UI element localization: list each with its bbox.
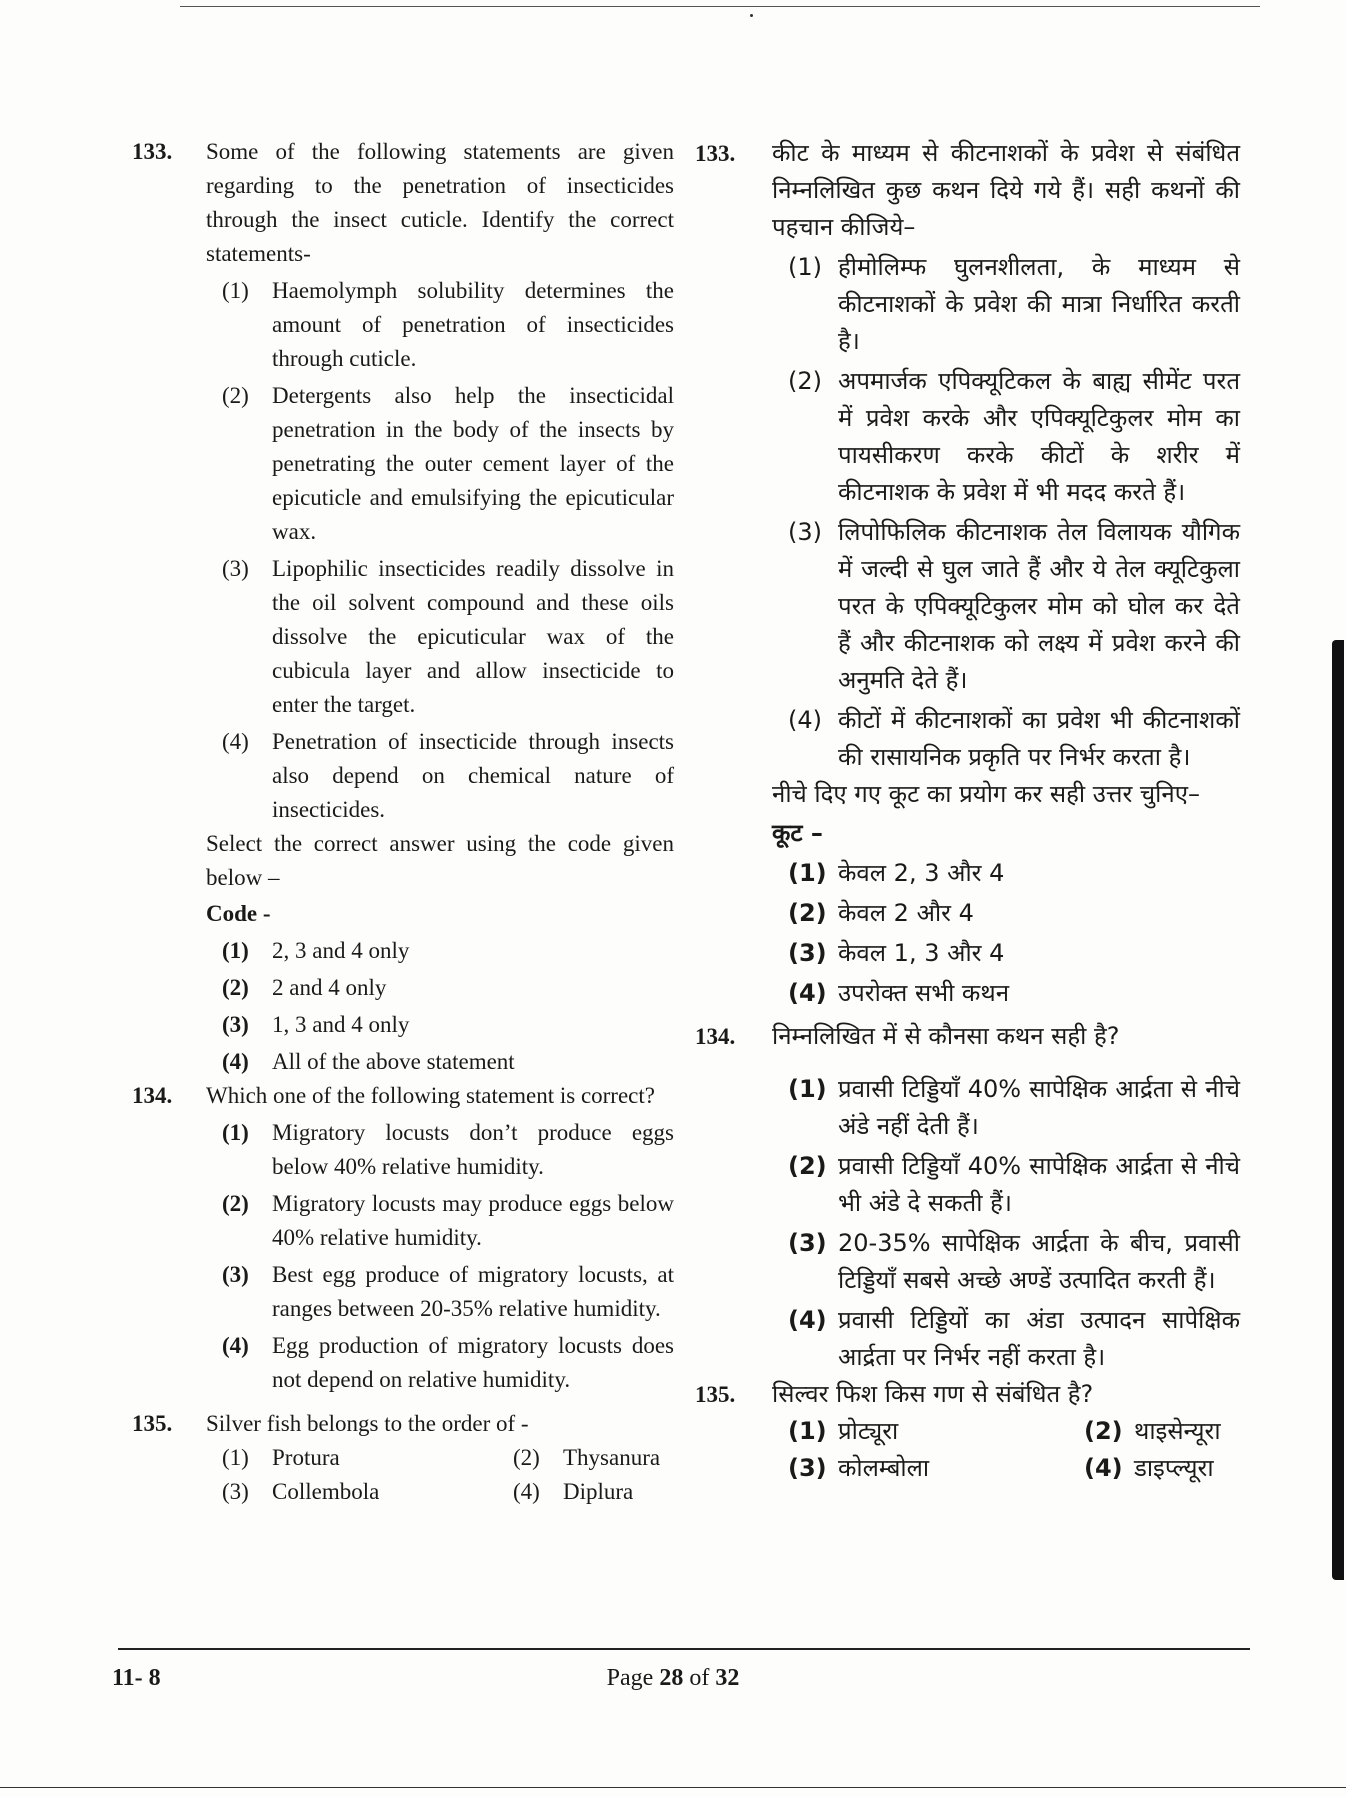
question-number: 134. — [132, 1083, 173, 1108]
option-text: Collembola — [272, 1479, 380, 1504]
option-number: (1) — [222, 1120, 249, 1145]
option-number: (2) — [788, 899, 827, 927]
option-4 — [772, 702, 1240, 776]
option-number: (2) — [222, 383, 249, 408]
option-text: 2, 3 and 4 only — [272, 938, 410, 963]
option-number: (2) — [1084, 1417, 1123, 1445]
option-number: (4) — [788, 979, 827, 1007]
option-number: (2) — [788, 367, 822, 395]
option-number: (1) — [222, 938, 249, 963]
page-number — [0, 1665, 1346, 1692]
option-number: (4) — [788, 1306, 827, 1334]
question-stem: सिल्वर फिश किस गण से संबंधित है? — [772, 1380, 1094, 1408]
option-number: (1) — [788, 1417, 827, 1445]
options-row — [206, 1475, 674, 1509]
top-rule — [180, 6, 1260, 7]
option-number: (3) — [788, 939, 827, 967]
code-option-3 — [772, 935, 1240, 972]
option-text: प्रवासी टिड्डियाँ 40% सापेक्षिक आर्द्रता से नीचे भी अंडे दे सकती हैं। — [838, 1152, 1240, 1217]
option-text: 20-35% सापेक्षिक आर्द्रता के बीच, प्रवासी टिड्डियाँ सबसे अच्छे अण्डें उत्पादित करती हैं। — [838, 1229, 1240, 1294]
option-number: (4) — [788, 706, 822, 734]
footer-rule — [118, 1648, 1250, 1650]
option-text: कोलम्बोला — [838, 1454, 930, 1482]
option-number: (4) — [222, 1333, 249, 1358]
option-3 — [206, 1475, 497, 1509]
option-text: Diplura — [563, 1479, 634, 1504]
code-option-1 — [206, 934, 674, 968]
english-column — [132, 135, 674, 1509]
option-text: थाइसेन्यूरा — [1134, 1417, 1221, 1445]
option-2 — [772, 1148, 1240, 1222]
question-stem: Silver fish belongs to the order of - — [206, 1411, 529, 1436]
option-1 — [206, 274, 674, 376]
option-text: लिपोफिलिक कीटनाशक तेल विलायक यौगिक में जल्दी से घुल जाते हैं और ये तेल क्यूटिकुला परत के एपिक्यूटिकुलर मोम को घोल कर देते हैं और कीटनाशक को लक्ष्य में प्रवेश करने की अनुमति देते हैं। — [838, 518, 1240, 694]
question-number: 134. — [695, 1024, 736, 1049]
question-135-en — [132, 1407, 674, 1509]
question-stem: Which one of the following statement is correct? — [206, 1083, 655, 1108]
option-2 — [206, 1187, 674, 1255]
option-text: Penetration of insecticide through insects also depend on chemical nature of insecticides. — [272, 729, 674, 822]
question-number: 135. — [132, 1411, 173, 1436]
option-text: All of the above statement — [272, 1049, 515, 1074]
option-2 — [1068, 1413, 1346, 1450]
option-text: Migratory locusts may produce eggs below 40% relative humidity. — [272, 1191, 674, 1250]
option-number: (3) — [222, 556, 249, 581]
option-number: (3) — [222, 1479, 249, 1504]
option-text: केवल 1, 3 और 4 — [838, 939, 1005, 967]
options-row — [772, 1450, 1240, 1487]
option-text: केवल 2 और 4 — [838, 899, 974, 927]
option-number: (2) — [513, 1445, 540, 1470]
code-option-4 — [206, 1045, 674, 1079]
option-number: (3) — [788, 1454, 827, 1482]
option-number: (1) — [788, 859, 827, 887]
question-134-hi — [695, 1018, 1240, 1376]
option-number: (3) — [788, 1229, 827, 1257]
code-option-2 — [772, 895, 1240, 932]
option-number: (4) — [1084, 1454, 1123, 1482]
question-134-en — [132, 1079, 674, 1397]
instruction-text: Select the correct answer using the code given below – — [206, 831, 674, 890]
option-text: प्रवासी टिड्डियाँ 40% सापेक्षिक आर्द्रता से नीचे अंडे नहीं देती हैं। — [838, 1075, 1240, 1140]
option-number: (2) — [222, 975, 249, 1000]
option-number: (3) — [222, 1262, 249, 1287]
page-prefix: Page — [606, 1665, 654, 1691]
option-number: (3) — [788, 518, 822, 546]
question-stem: निम्नलिखित में से कौनसा कथन सही है? — [772, 1022, 1120, 1050]
code-option-4 — [772, 975, 1240, 1012]
question-number: 133. — [132, 139, 173, 164]
option-1 — [206, 1441, 497, 1475]
option-3 — [206, 1258, 674, 1326]
option-1 — [772, 249, 1240, 360]
option-number: (1) — [788, 1075, 827, 1103]
option-text: Thysanura — [563, 1445, 661, 1470]
option-3 — [772, 1450, 1068, 1487]
option-text: Detergents also help the insecticidal penetration in the body of the insects by penetrating the outer cement layer of the epicuticle and emulsifying the epicuticular wax. — [272, 383, 674, 544]
code-option-1 — [772, 855, 1240, 892]
option-4 — [1068, 1450, 1346, 1487]
option-1 — [772, 1413, 1068, 1450]
option-text: Best egg produce of migratory locusts, at ranges between 20-35% relative humidity. — [272, 1262, 674, 1321]
option-text: Lipophilic insecticides readily dissolve in the oil solvent compound and these oils dissolve the epicuticular wax of the cubicula layer and allow insecticide to enter the target. — [272, 556, 674, 717]
option-text: उपरोक्त सभी कथन — [838, 979, 1010, 1007]
option-number: (4) — [222, 1049, 249, 1074]
option-number: (3) — [222, 1012, 249, 1037]
option-number: (1) — [222, 278, 249, 303]
code-option-2 — [206, 971, 674, 1005]
code-option-3 — [206, 1008, 674, 1042]
option-number: (4) — [513, 1479, 540, 1504]
options-row — [772, 1413, 1240, 1450]
option-3 — [772, 514, 1240, 699]
question-stem: कीट के माध्यम से कीटनाशकों के प्रवेश से संबंधित निम्नलिखित कुछ कथन दिये गये हैं। सही कथनों की पहचान कीजिये– — [772, 139, 1240, 241]
option-text: प्रवासी टिड्डियों का अंडा उत्पादन सापेक्षिक आर्द्रता पर निर्भर नहीं करता है। — [838, 1306, 1240, 1371]
option-number: (2) — [222, 1191, 249, 1216]
option-text: 2 and 4 only — [272, 975, 387, 1000]
question-stem: Some of the following statements are given regarding to the penetration of insecticides through the insect cuticle. Identify the correct statements- — [206, 139, 674, 266]
option-text: Haemolymph solubility determines the amount of penetration of insecticides through cuticle. — [272, 278, 674, 371]
code-label: Code - — [206, 901, 271, 926]
question-number: 135. — [695, 1382, 736, 1407]
option-text: हीमोलिम्फ घुलनशीलता, के माध्यम से कीटनाशकों के प्रवेश की मात्रा निर्धारित करती है। — [838, 253, 1240, 355]
option-number: (2) — [788, 1152, 827, 1180]
question-number: 133. — [695, 141, 736, 166]
page-current: 28 — [659, 1665, 684, 1691]
question-133-hi — [695, 135, 1240, 1012]
option-2 — [206, 379, 674, 549]
option-number: (4) — [222, 729, 249, 754]
question-135-hi — [695, 1376, 1240, 1487]
question-133-en — [132, 135, 674, 1079]
option-text: केवल 2, 3 और 4 — [838, 859, 1005, 887]
bottom-rule — [0, 1787, 1346, 1788]
option-3 — [206, 552, 674, 722]
option-3 — [772, 1225, 1240, 1299]
option-4 — [206, 725, 674, 827]
scan-mark — [750, 14, 753, 17]
option-text: कीटों में कीटनाशकों का प्रवेश भी कीटनाशकों की रासायनिक प्रकृति पर निर्भर करता है। — [838, 706, 1240, 771]
option-text: डाइप्ल्यूरा — [1134, 1454, 1214, 1482]
option-number: (1) — [222, 1445, 249, 1470]
option-2 — [772, 363, 1240, 511]
instruction-text: नीचे दिए गए कूट का प्रयोग कर सही उत्तर चुनिए– — [772, 780, 1200, 808]
option-text: अपमार्जक एपिक्यूटिकल के बाह्य सीमेंट परत में प्रवेश करके और एपिक्यूटिकुलर मोम का पायसीकरण करके कीटों के शरीर में कीटनाशक के प्रवेश में भी मदद करते हैं। — [838, 367, 1240, 506]
scan-edge-shadow — [1332, 640, 1344, 1580]
booklet-code: 11- 8 — [112, 1665, 161, 1691]
page-of: of — [689, 1665, 710, 1691]
option-text: Migratory locusts don’t produce eggs below 40% relative humidity. — [272, 1120, 674, 1179]
option-1 — [772, 1071, 1240, 1145]
options-row — [206, 1441, 674, 1475]
option-text: Egg production of migratory locusts does not depend on relative humidity. — [272, 1333, 674, 1392]
option-1 — [206, 1116, 674, 1184]
option-4 — [206, 1329, 674, 1397]
option-text: Protura — [272, 1445, 340, 1470]
hindi-column — [695, 135, 1240, 1487]
option-text: 1, 3 and 4 only — [272, 1012, 410, 1037]
code-label: कूट – — [772, 819, 823, 847]
option-text: प्रोट्यूरा — [838, 1417, 899, 1445]
option-4 — [772, 1302, 1240, 1376]
option-number: (1) — [788, 253, 822, 281]
page-total: 32 — [715, 1665, 740, 1691]
